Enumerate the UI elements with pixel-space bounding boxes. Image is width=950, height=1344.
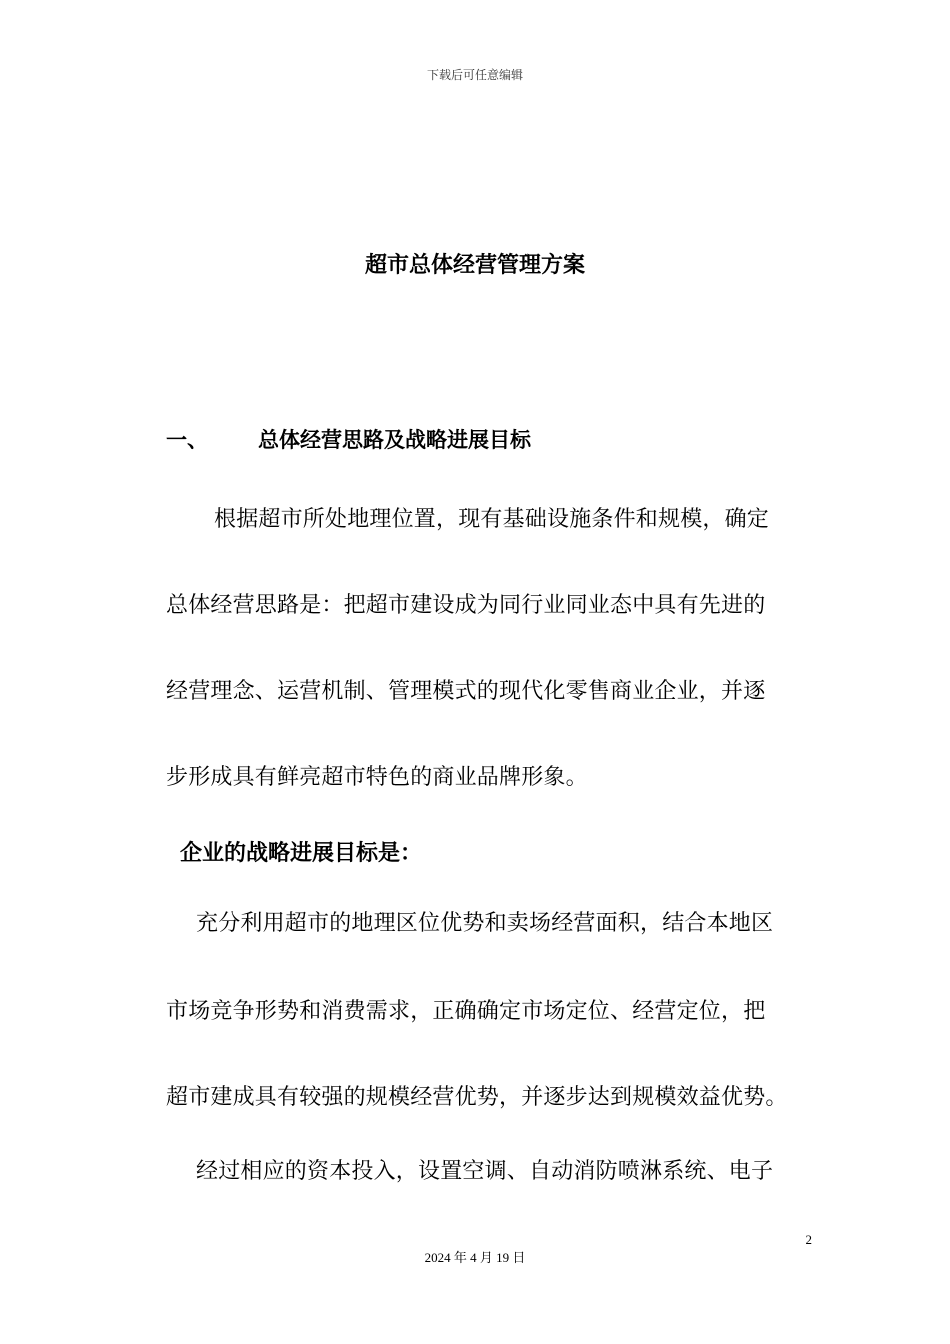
footer-date: 2024 年 4 月 19 日 [424,1250,526,1265]
section-heading [166,424,531,454]
page-number: 2 [805,1232,812,1247]
paragraph-line: 总体经营思路是：把超市建设成为同行业同业态中具有先进的 [166,593,766,618]
paragraph-line: 市场竞争形势和消费需求，正确确定市场定位、经营定位，把 [166,999,766,1024]
document-title: 超市总体经营管理方案 [364,253,585,278]
section-title: 总体经营思路及战略进展目标 [258,428,531,452]
header-note: 下载后可任意编辑 [426,68,523,82]
paragraph-line: 根据超市所处地理位置，现有基础设施条件和规模，确定 [214,507,770,532]
section-number: 一、 [166,428,208,452]
paragraph-line: 步形成具有鲜亮超市特色的商业品牌形象。 [166,765,588,790]
paragraph-line: 经营理念、运营机制、管理模式的现代化零售商业企业，并逐 [166,679,766,704]
paragraph-line: 充分利用超市的地理区位优势和卖场经营面积，结合本地区 [196,911,774,936]
subheading: 企业的战略进展目标是： [180,841,423,866]
paragraph-line: 经过相应的资本投入，设置空调、自动消防喷淋系统、电子 [196,1159,774,1184]
paragraph-line: 超市建成具有较强的规模经营优势，并逐步达到规模效益优势。 [166,1085,788,1110]
